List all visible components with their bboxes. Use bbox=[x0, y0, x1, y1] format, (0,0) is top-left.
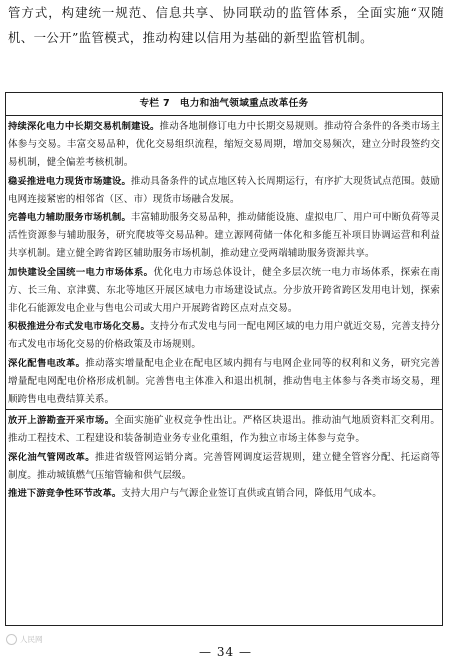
reform-item-title: 加快建设全国统一电力市场体系。 bbox=[8, 266, 154, 278]
reform-item bbox=[8, 209, 440, 264]
reform-item bbox=[8, 485, 440, 503]
reform-item-title: 放开上游勘查开采市场。 bbox=[8, 415, 115, 427]
reform-item-text: 推动具备条件的试点地区转入长周期运行，有序扩大现货试点范围。鼓励电网连接紧密的相邻省（区、市）现货市场融合发展。 bbox=[8, 175, 440, 205]
reform-item-title: 深化油气管网改革。 bbox=[8, 451, 95, 463]
reform-item bbox=[8, 264, 440, 319]
reform-item-text: 推进省级管网运销分离。完善管网调度运营规则，建立健全管容分配、托运商等制度。推动城镇燃气压缩管输和供气层级。 bbox=[8, 451, 440, 481]
reform-item-text: 推动落实增量配电企业在配电区域内拥有与电网企业同等的权利和义务，研究完善增量配电网配电价格形成机制。完善售电主体准入和退出机制，推动售电主体参与各类市场交易，理顺跨售电电费结算关系。 bbox=[8, 357, 441, 406]
reform-item-title: 深化配售电改革。 bbox=[8, 357, 86, 369]
reform-item-title: 积极推进分布式发电市场化交易。 bbox=[8, 321, 150, 333]
watermark-logo-icon bbox=[6, 634, 17, 645]
watermark-text: 人民网 bbox=[20, 635, 43, 644]
reform-item bbox=[8, 173, 440, 209]
reform-item-title: 稳妥推进电力现货市场建设。 bbox=[8, 175, 131, 187]
reform-item-text: 丰富辅助服务交易品种，推动储能设施、虚拟电厂、用户可中断负荷等灵活性资源参与辅助服务，研究爬坡等交易品种。建立源网荷储一体化和多能互补项目协调运营和利益共享机制。建立健全跨省跨区辅助服务市场机制，推动建立受两端辅助服务资源共享。 bbox=[8, 212, 440, 260]
watermark bbox=[6, 634, 43, 645]
column-box bbox=[5, 92, 443, 626]
reform-item-title: 完善电力辅助服务市场机制。 bbox=[8, 212, 131, 224]
reform-item-title: 持续深化电力中长期交易机制建设。 bbox=[8, 121, 160, 132]
reform-item-title: 推进下游竞争性环节改革。 bbox=[8, 488, 122, 500]
reform-item bbox=[8, 355, 440, 410]
power-reform-section bbox=[6, 116, 442, 409]
page-number: — 34 — bbox=[199, 645, 252, 659]
intro-paragraph: 管方式，构建统一规范、信息共享、协同联动的监管体系，全面实施“双随机、一公开”监管模式，推动构建以信用为基础的新型监管机制。 bbox=[8, 5, 444, 45]
reform-item bbox=[8, 118, 440, 173]
reform-item-text: 支持分布式发电与同一配电网区域的电力用户就近交易，完善支持分布式发电市场化交易的价格政策及市场规则。 bbox=[8, 321, 440, 351]
reform-item bbox=[8, 412, 440, 448]
reform-item-text: 推动各地制修订电力中长期交易规则。推动符合条件的各类市场主体参与交易。丰富交易品种，优化交易组织流程，缩短交易周期，增加交易频次，建立分时段签约交易机制，健全偏差考核机制。 bbox=[8, 121, 440, 169]
reform-item bbox=[8, 449, 440, 485]
reform-item bbox=[8, 318, 440, 354]
reform-item-text: 全面实施矿业权竞争性出让。严格区块退出。推动油气地质资料汇交利用。推动工程技术、工程建设和装备制造业务专业化重组，作为独立市场主体参与竞争。 bbox=[8, 415, 441, 445]
reform-item-text: 优化电力市场总体设计，健全多层次统一电力市场体系，探索在南方、长三角、京津冀、东北等地区开展区域电力市场建设试点。分步放开跨省跨区发用电计划，探索非化石能源发电企业与售电公司或大用户开展跨省跨区点对点交易。 bbox=[8, 266, 440, 315]
column-title: 专栏 7 电力和油气领域重点改革任务 bbox=[6, 93, 442, 116]
reform-item-text: 支持大用户与气源企业签订直供或直销合同，降低用气成本。 bbox=[121, 488, 382, 500]
oil-gas-reform-section bbox=[6, 409, 442, 503]
